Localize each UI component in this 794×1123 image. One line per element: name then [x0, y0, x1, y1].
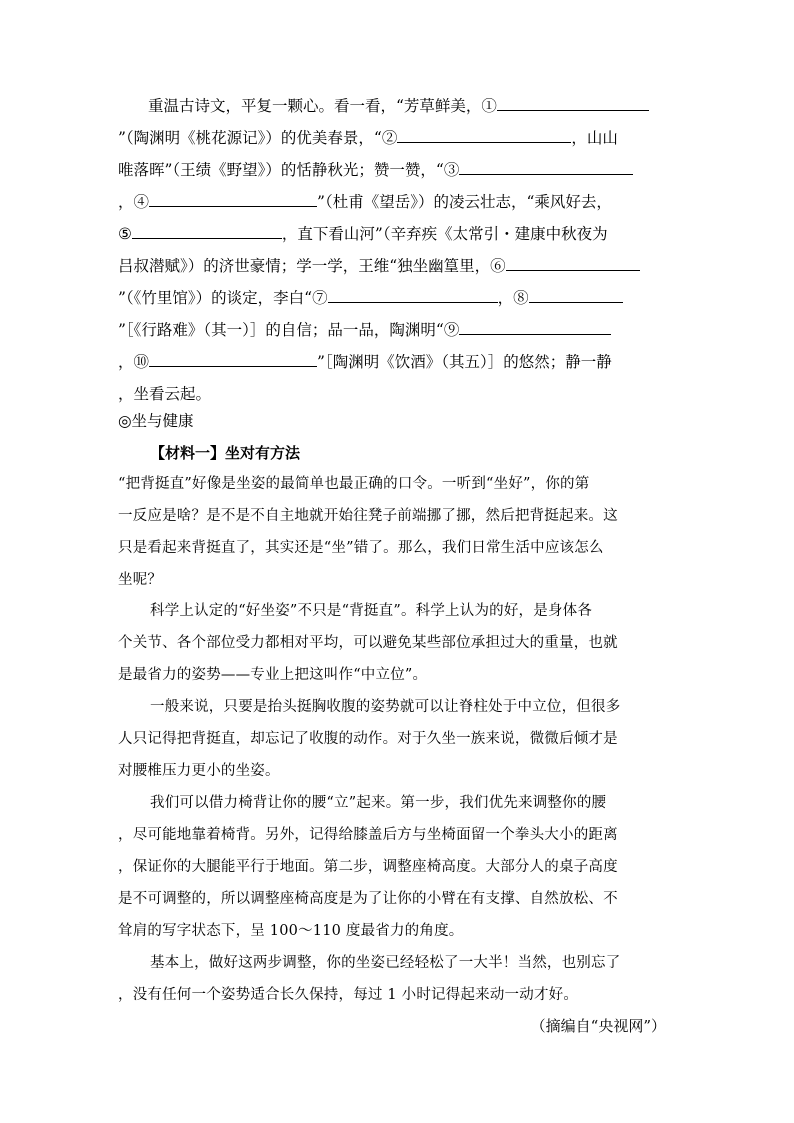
poem-text: ，坐看云起。: [118, 385, 212, 403]
poem-line-9: [118, 352, 612, 372]
section-heading: ◎坐与健康: [118, 412, 194, 430]
article-line: 只是看起来背挺直了，其实还是“坐”错了。那么，我们日常生活中应该怎么: [118, 540, 604, 556]
article-line: 对腰椎压力更小的坐姿。: [118, 763, 280, 779]
poem-line-7: [118, 288, 623, 308]
poem-line-4: [118, 192, 612, 212]
poem-text: ，直下看山河”（辛弃疾《太常引・建康中秋夜为: [281, 225, 608, 243]
poem-text: ”（《竹里馆》）的谈定，李白“⑦: [118, 289, 328, 307]
poem-line-1: [148, 96, 649, 116]
poem-text: ”（杜甫《望岳》）的凌云壮志，“乘风好去，: [317, 193, 612, 211]
poem-text: 唯落晖”（王绩《野望》）的恬静秋光；赞一赞，“③: [118, 161, 460, 179]
article-line: 基本上，做好这两步调整，你的坐姿已经轻松了一大半！当然，也别忘了: [150, 955, 621, 971]
article-line: ，保证你的大腿能平行于地面。第二步，调整座椅高度。大部分人的桌子高度: [118, 859, 618, 875]
answer-blank-8[interactable]: [529, 288, 623, 303]
answer-blank-6[interactable]: [506, 256, 640, 271]
poem-text: ⑤: [118, 225, 132, 243]
answer-blank-1[interactable]: [497, 96, 649, 111]
article-line: 个关节、各个部位受力都相对平均，可以避免某些部位承担过大的重量，也就: [118, 635, 618, 651]
article-line: ，没有任何一个姿势适合长久保持，每过 1 小时记得起来动一动才好。: [118, 987, 579, 1003]
answer-blank-9[interactable]: [459, 320, 611, 335]
article-line: ，尽可能地靠着椅背。另外，记得给膝盖后方与坐椅面留一个拳头大小的距离: [118, 827, 618, 843]
answer-blank-7[interactable]: [328, 288, 498, 303]
article-line: 人只记得把背挺直，却忘记了收腹的动作。对于久坐一族来说，微微后倾才是: [118, 731, 618, 747]
poem-text: ，④: [118, 193, 150, 211]
article-line: 一反应是啥？是不是不自主地就开始往凳子前端挪了挪，然后把背挺起来。这: [118, 508, 618, 524]
poem-line-10: [118, 384, 211, 404]
article-line: 是不可调整的，所以调整座椅高度是为了让你的小臂在有支撑、自然放松、不: [118, 891, 618, 907]
poem-line-5: [118, 224, 608, 244]
answer-blank-5[interactable]: [132, 224, 282, 239]
poem-text: ，⑧: [497, 289, 529, 307]
article-line: 科学上认定的“好坐姿”不只是“背挺直”。科学上认为的好，是身体各: [150, 603, 593, 619]
answer-blank-4[interactable]: [149, 192, 317, 207]
poem-line-8: [118, 320, 611, 340]
poem-text: 重温古诗文，平复一颗心。看一看，“芳草鲜美，①: [148, 97, 497, 115]
poem-line-2: [118, 128, 618, 148]
poem-text: ”（陶渊明《桃花源记》）的优美春景，“②: [118, 129, 398, 147]
article-line: 是最省力的姿势——专业上把这叫作“中立位”。: [118, 667, 428, 683]
article-line: 我们可以借力椅背让你的腰“立”起来。第一步，我们优先来调整你的腰: [150, 795, 607, 811]
poem-text: ，⑩: [118, 353, 150, 371]
poem-text: ”［陶渊明《饮酒》（其五）］的悠然；静一静: [317, 353, 612, 371]
source-citation: （摘编自“央视网”）: [530, 1017, 666, 1035]
article-line: “把背挺直”好像是坐姿的最简单也最正确的口令。一听到“坐好”，你的第: [118, 476, 590, 492]
poem-text: ”［《行路难》（其一）］的自信；品一品，陶渊明“⑨: [118, 321, 460, 339]
answer-blank-10[interactable]: [149, 352, 317, 367]
answer-blank-3[interactable]: [459, 160, 633, 175]
poem-line-3: [118, 160, 633, 180]
article-line: 坐呢？: [118, 572, 163, 588]
article-line: 一般来说，只要是抬头挺胸收腹的姿势就可以让脊柱处于中立位，但很多: [150, 699, 621, 715]
material-title: 【材料一】坐对有方法: [150, 444, 301, 462]
poem-text: ，山山: [571, 129, 618, 147]
poem-text: 吕叔潜赋》）的济世豪情；学一学，王维“独坐幽篁里，⑥: [118, 257, 506, 275]
article-line: 耸肩的写字状态下，呈 100～110 度最省力的角度。: [118, 923, 464, 939]
poem-line-6: [118, 256, 640, 276]
answer-blank-2[interactable]: [397, 128, 571, 143]
